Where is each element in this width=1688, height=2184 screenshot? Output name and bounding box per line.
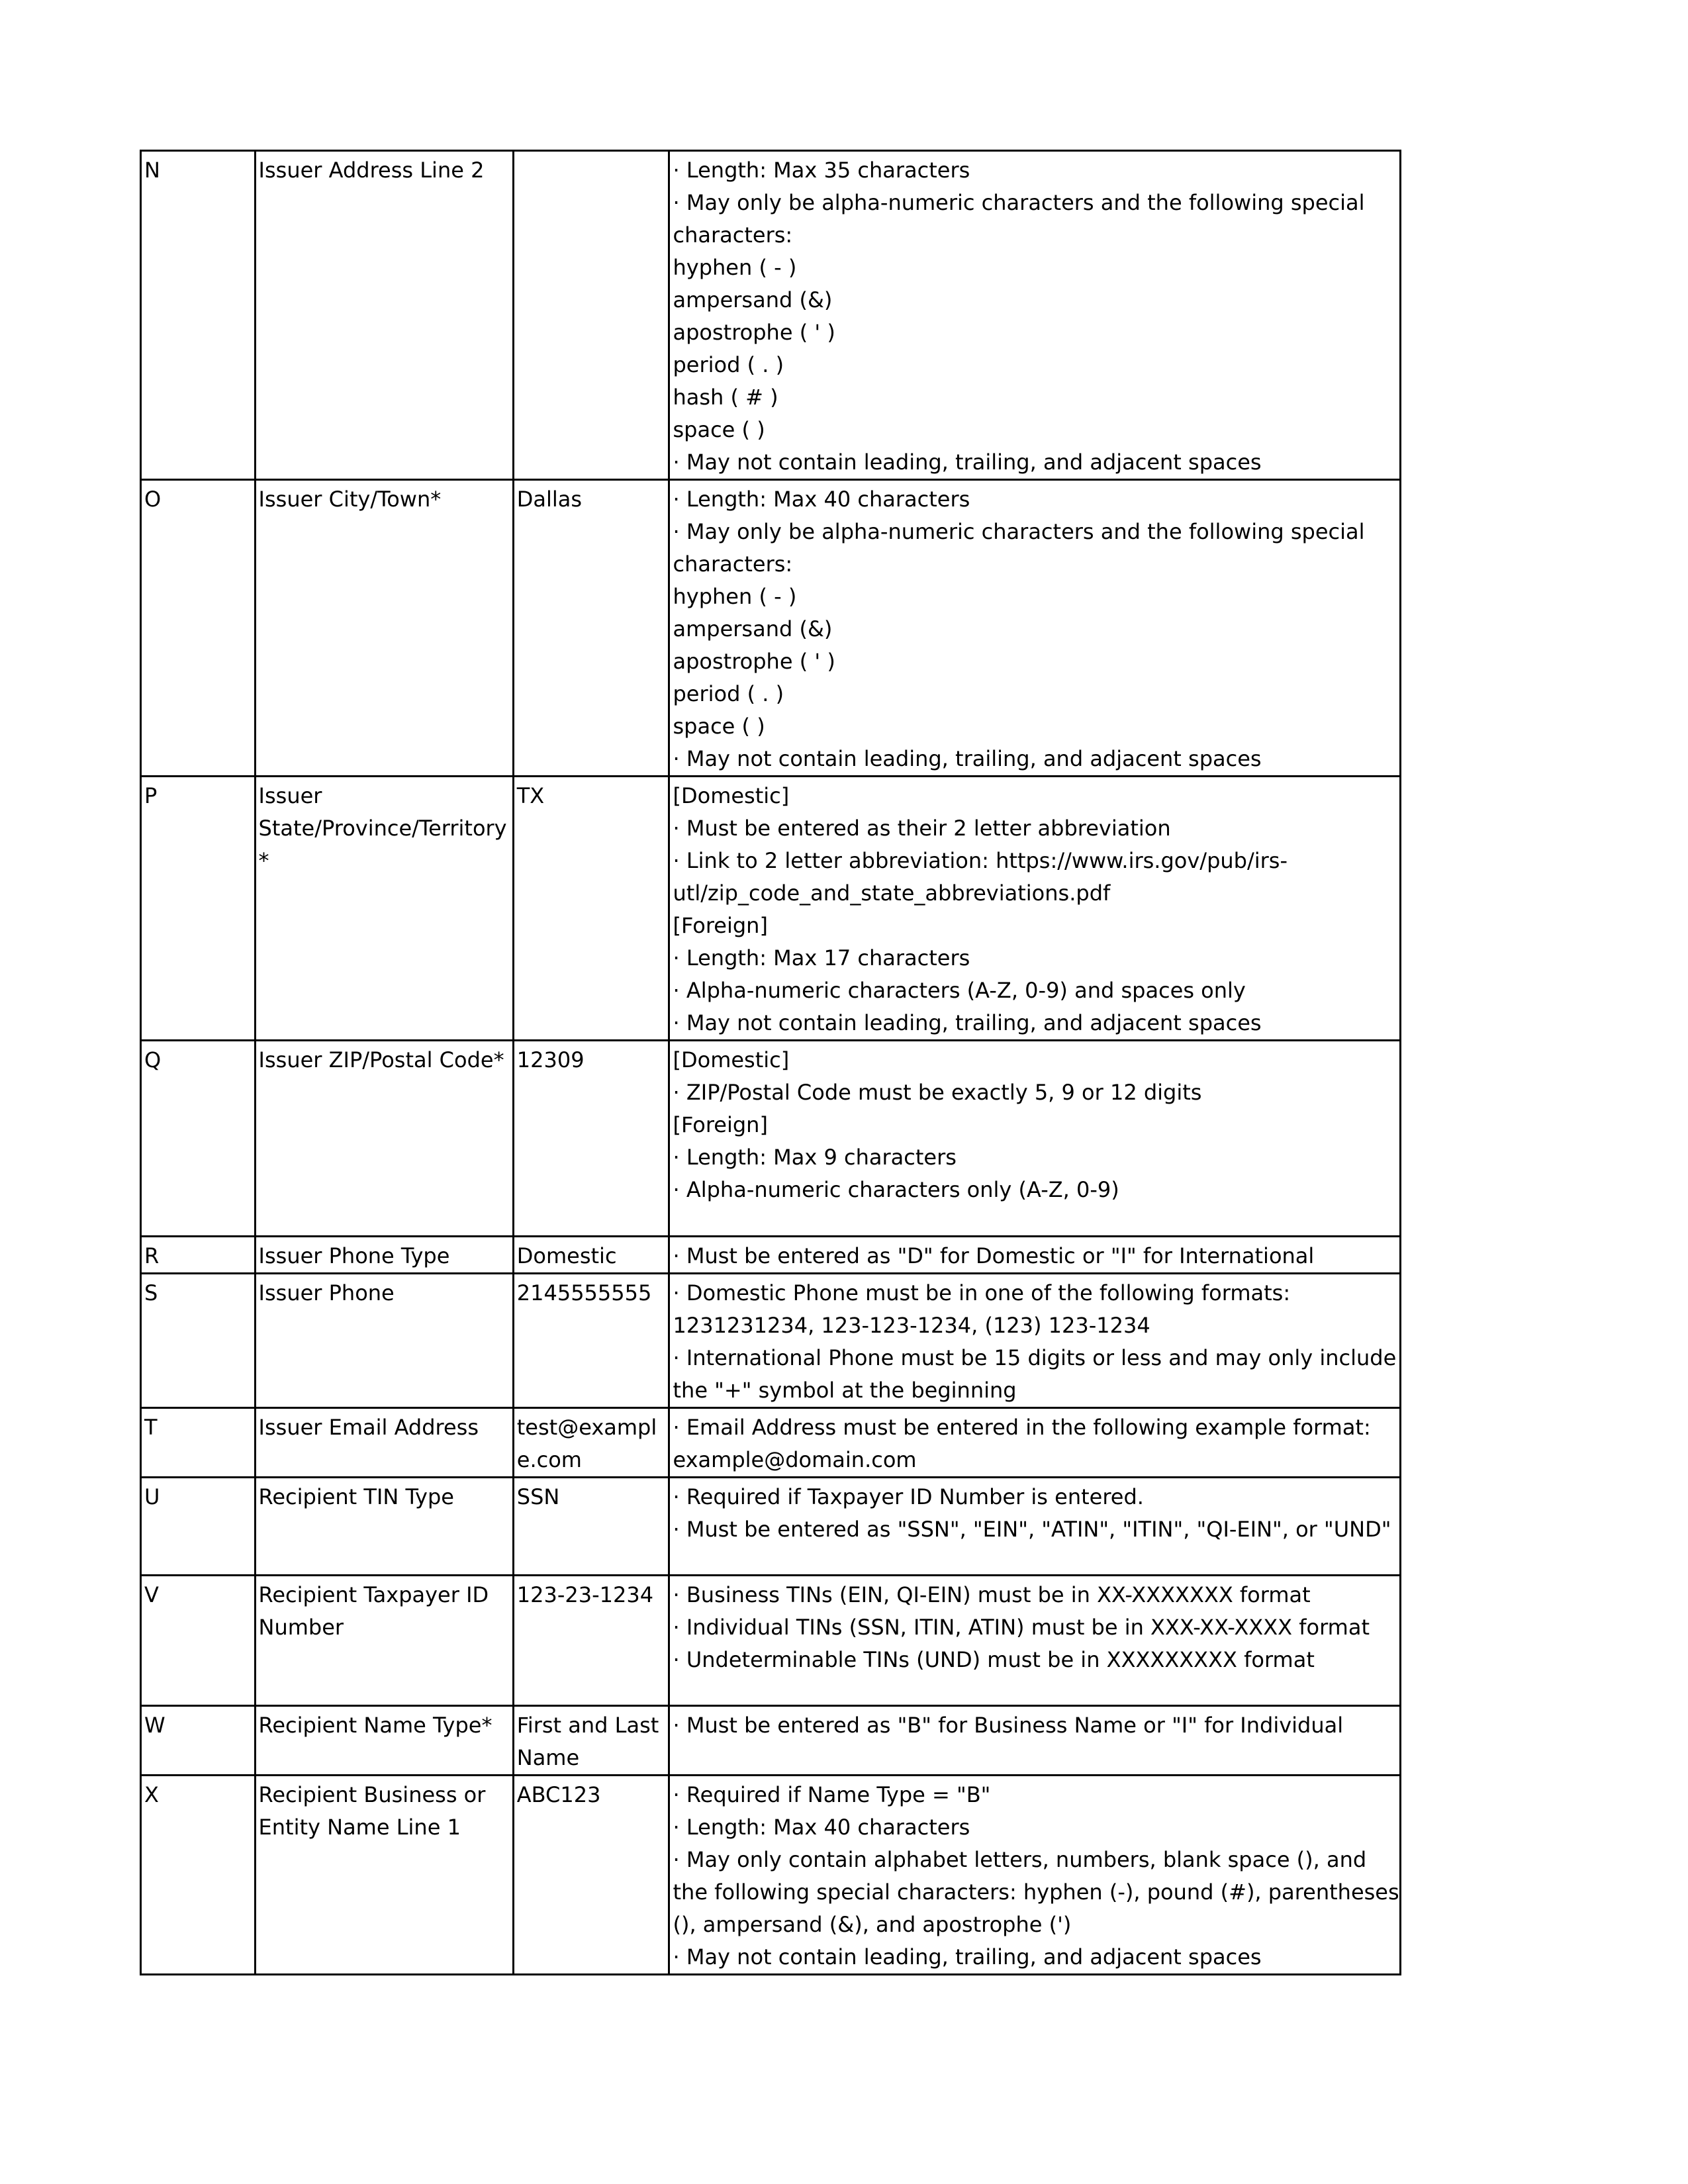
cell-column-letter — [141, 777, 256, 1041]
cell-example-value — [513, 1478, 669, 1576]
cell-field-name — [255, 777, 513, 1041]
example-value: First and Last Name — [516, 1713, 666, 1770]
cell-field-name — [255, 151, 513, 480]
cell-column-letter — [141, 1776, 256, 1975]
table-row — [141, 1237, 1401, 1274]
cell-example-value — [513, 1706, 669, 1776]
field-name: Recipient Business or Entity Name Line 1 — [258, 1782, 492, 1840]
cell-field-name — [255, 1776, 513, 1975]
cell-field-name — [255, 1237, 513, 1274]
cell-column-letter — [141, 151, 256, 480]
cell-field-name — [255, 1041, 513, 1237]
validation-rule: · May only be alpha-numeric characters and the following special characters: — [673, 519, 1372, 577]
validation-rule: · May not contain leading, trailing, and adjacent spaces — [673, 1944, 1262, 1970]
example-value: Dallas — [516, 487, 583, 512]
cell-example-value — [513, 1576, 669, 1706]
example-value: test@example.com — [516, 1415, 657, 1472]
validation-rule: · Alpha-numeric characters only (A-Z, 0-9) — [673, 1177, 1119, 1202]
cell-validation-rules — [669, 1408, 1401, 1478]
example-value: SSN — [516, 1484, 560, 1509]
cell-column-letter — [141, 1041, 256, 1237]
cell-example-value — [513, 1274, 669, 1408]
table-row — [141, 1576, 1401, 1706]
validation-rule: · Length: Max 35 characters — [673, 158, 970, 183]
example-value: ABC123 — [516, 1782, 601, 1807]
validation-rule: · Alpha-numeric characters (A-Z, 0-9) and spaces only — [673, 978, 1246, 1003]
validation-rule: · Must be entered as "SSN", "EIN", "ATIN", "ITIN", "QI-EIN", or "UND" — [673, 1517, 1391, 1542]
validation-rule: · May only be alpha-numeric characters and the following special characters: — [673, 190, 1372, 248]
column-letter: S — [144, 1280, 158, 1306]
cell-validation-rules — [669, 151, 1401, 480]
validation-rule: ampersand (&) — [673, 287, 833, 312]
cell-field-name — [255, 480, 513, 777]
cell-field-name — [255, 1408, 513, 1478]
table-row — [141, 151, 1401, 480]
validation-rule: · Length: Max 40 characters — [673, 487, 970, 512]
cell-validation-rules — [669, 1706, 1401, 1776]
validation-rule: [Domestic] — [673, 783, 790, 808]
column-letter: W — [144, 1713, 165, 1738]
table-row — [141, 1776, 1401, 1975]
validation-rule: · Must be entered as "D" for Domestic or "I" for International — [673, 1243, 1315, 1268]
field-spec-table-body — [141, 151, 1406, 1975]
cell-validation-rules — [669, 1776, 1406, 1975]
cell-field-name — [255, 1576, 513, 1706]
validation-rule: · Required if Name Type = "B" — [673, 1782, 991, 1807]
field-name: Issuer Address Line 2 — [258, 158, 485, 183]
validation-rule: space ( ) — [673, 714, 765, 739]
validation-rule: · May only contain alphabet letters, numbers, blank space (), and the following special characters: hyphen (-), pound (#), parentheses (), ampersand (&), and apostrophe (') — [673, 1847, 1406, 1937]
validation-rule: · Undeterminable TINs (UND) must be in XXXXXXXXX format — [673, 1647, 1315, 1672]
field-name: Recipient Taxpayer ID Number — [258, 1582, 496, 1640]
cell-column-letter — [141, 1706, 256, 1776]
validation-rule: · Length: Max 40 characters — [673, 1815, 970, 1840]
validation-rule: apostrophe ( ' ) — [673, 320, 835, 345]
cell-field-name — [255, 1478, 513, 1576]
cell-column-letter — [141, 1576, 256, 1706]
column-letter: Q — [144, 1047, 162, 1072]
validation-rule: period ( . ) — [673, 681, 784, 706]
validation-rule: hyphen ( - ) — [673, 255, 797, 280]
column-letter: P — [144, 783, 158, 808]
field-name: Recipient TIN Type — [258, 1484, 454, 1509]
validation-rule: [Foreign] — [673, 913, 768, 938]
cell-validation-rules — [669, 1041, 1401, 1237]
table-row — [141, 777, 1401, 1041]
column-letter: X — [144, 1782, 159, 1807]
cell-validation-rules — [669, 480, 1401, 777]
validation-rule: apostrophe ( ' ) — [673, 649, 835, 674]
cell-example-value — [513, 1041, 669, 1237]
field-name: Issuer State/Province/Territory* — [258, 783, 507, 873]
example-value: 12309 — [516, 1047, 585, 1072]
cell-column-letter — [141, 1237, 256, 1274]
table-row — [141, 1274, 1401, 1408]
field-name: Recipient Name Type* — [258, 1713, 492, 1738]
field-name: Issuer ZIP/Postal Code* — [258, 1047, 504, 1072]
column-letter: T — [144, 1415, 158, 1440]
validation-rule: · May not contain leading, trailing, and adjacent spaces — [673, 1010, 1262, 1035]
validation-rule: · Domestic Phone must be in one of the following formats: 1231231234, 123-123-1234, (123) 123-1234 — [673, 1280, 1297, 1338]
cell-validation-rules — [669, 1274, 1401, 1408]
cell-validation-rules — [669, 1478, 1401, 1576]
cell-column-letter — [141, 1274, 256, 1408]
field-name: Issuer City/Town* — [258, 487, 442, 512]
table-row — [141, 1478, 1401, 1576]
field-name: Issuer Phone Type — [258, 1243, 450, 1268]
cell-column-letter — [141, 1408, 256, 1478]
field-spec-table — [140, 150, 1406, 1975]
cell-column-letter — [141, 1478, 256, 1576]
validation-rule: · Individual TINs (SSN, ITIN, ATIN) must be in XXX-XX-XXXX format — [673, 1615, 1370, 1640]
example-value: 123-23-1234 — [516, 1582, 654, 1607]
column-letter: N — [144, 158, 160, 183]
cell-example-value — [513, 1237, 669, 1274]
validation-rule: · Required if Taxpayer ID Number is entered. — [673, 1484, 1144, 1509]
field-name: Issuer Phone — [258, 1280, 395, 1306]
cell-column-letter — [141, 480, 256, 777]
table-row — [141, 480, 1401, 777]
example-value: Domestic — [516, 1243, 617, 1268]
validation-rule: ampersand (&) — [673, 616, 833, 641]
table-row — [141, 1408, 1401, 1478]
example-value: TX — [516, 783, 545, 808]
column-letter: U — [144, 1484, 160, 1509]
validation-rule: · May not contain leading, trailing, and adjacent spaces — [673, 450, 1262, 475]
validation-rule: space ( ) — [673, 417, 765, 442]
column-letter: R — [144, 1243, 160, 1268]
validation-rule: hash ( # ) — [673, 385, 778, 410]
validation-rule: · Must be entered as their 2 letter abbreviation — [673, 816, 1171, 841]
validation-rule: · Link to 2 letter abbreviation: https://www.irs.gov/pub/irs-utl/zip_code_and_state_abbreviations.pdf — [673, 848, 1288, 906]
table-row — [141, 1041, 1401, 1237]
cell-example-value — [513, 151, 669, 480]
validation-rule: [Domestic] — [673, 1047, 790, 1072]
cell-example-value — [513, 777, 669, 1041]
column-letter: V — [144, 1582, 159, 1607]
example-value: 2145555555 — [516, 1280, 652, 1306]
cell-validation-rules — [669, 1237, 1401, 1274]
validation-rule: · Length: Max 17 characters — [673, 945, 970, 971]
cell-validation-rules — [669, 777, 1401, 1041]
cell-example-value — [513, 1408, 669, 1478]
cell-example-value — [513, 1776, 669, 1975]
cell-example-value — [513, 480, 669, 777]
cell-field-name — [255, 1706, 513, 1776]
field-name: Issuer Email Address — [258, 1415, 479, 1440]
validation-rule: · Email Address must be entered in the following example format: example@domain.com — [673, 1415, 1378, 1472]
validation-rule: · Length: Max 9 characters — [673, 1145, 957, 1170]
validation-rule: · ZIP/Postal Code must be exactly 5, 9 or 12 digits — [673, 1080, 1202, 1105]
table-row — [141, 1706, 1401, 1776]
validation-rule: · May not contain leading, trailing, and adjacent spaces — [673, 746, 1262, 771]
validation-rule: [Foreign] — [673, 1112, 768, 1137]
cell-field-name — [255, 1274, 513, 1408]
cell-validation-rules — [669, 1576, 1401, 1706]
validation-rule: hyphen ( - ) — [673, 584, 797, 609]
validation-rule: · International Phone must be 15 digits or less and may only include the "+" symbol at the beginning — [673, 1345, 1403, 1403]
validation-rule: · Must be entered as "B" for Business Name or "I" for Individual — [673, 1713, 1344, 1738]
validation-rule: · Business TINs (EIN, QI-EIN) must be in XX-XXXXXXX format — [673, 1582, 1311, 1607]
validation-rule: period ( . ) — [673, 352, 784, 377]
column-letter: O — [144, 487, 162, 512]
